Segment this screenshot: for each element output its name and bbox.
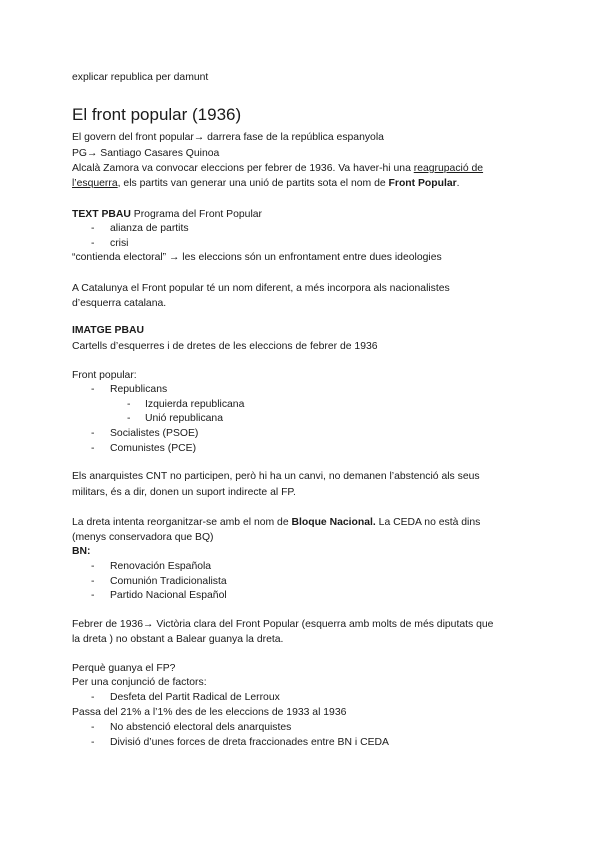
bullet-dash: - xyxy=(127,399,131,410)
bullet-dash: - xyxy=(91,737,95,748)
bullet-dash: - xyxy=(91,692,95,703)
dreta-line-1 xyxy=(72,515,480,530)
list-item: Unió republicana xyxy=(145,413,223,424)
list-item: Republicans xyxy=(110,384,168,395)
bullet-dash: - xyxy=(91,576,95,587)
passa-line: Passa del 21% a l’1% des de les eleccions de 1933 al 1936 xyxy=(72,707,347,718)
list-item: Izquierda republicana xyxy=(145,399,245,410)
bullet-dash: - xyxy=(91,590,95,601)
text-pbau-line xyxy=(72,207,262,222)
note-line: explicar republica per damunt xyxy=(72,72,209,83)
bullet-dash: - xyxy=(91,428,95,439)
bullet-dash: - xyxy=(91,443,95,454)
list-item: Comunistes (PCE) xyxy=(110,443,197,454)
bullet-dash: - xyxy=(91,561,95,572)
govern-line: El govern del front popular→ darrera fase de la república espanyola xyxy=(72,132,384,143)
dreta-line-2: (menys conservadora que BQ) xyxy=(72,532,214,543)
catalunya-line-2: d’esquerra catalana. xyxy=(72,298,167,309)
esquerra-line xyxy=(72,176,460,191)
partits-text: , els partits van generar una unió de partits sota el nom de xyxy=(117,178,389,189)
list-item: Divisió d’unes forces de dreta fraccionades entre BN i CEDA xyxy=(110,737,389,748)
front-popular-bold: Front Popular xyxy=(388,178,457,189)
bullet-dash: - xyxy=(127,413,131,424)
catalunya-line-1: A Catalunya el Front popular té un nom diferent, a més incorpora als nacionalistes xyxy=(72,283,450,294)
contienda-line: “contienda electoral” → les eleccions són un enfrontament entre dues ideologies xyxy=(72,252,442,263)
febrer-line-1: Febrer de 1936→ Victòria clara del Front Popular (esquerra amb molts de més diputats que xyxy=(72,619,494,630)
bloque-nacional-bold: Bloque Nacional. xyxy=(291,517,376,528)
pg-line: PG→ Santiago Casares Quinoa xyxy=(72,148,220,159)
list-item: Socialistes (PSOE) xyxy=(110,428,199,439)
anarquistes-line-1: Els anarquistes CNT no participen, però hi ha un canvi, no demanen l’abstenció als seus xyxy=(72,471,480,482)
ceda-text: La CEDA no està dins xyxy=(375,517,481,528)
list-item: Desfeta del Partit Radical de Lerroux xyxy=(110,692,280,703)
febrer-line-2: la dreta ) no obstant a Balear guanya la dreta. xyxy=(72,634,284,645)
guanya-intro: Per una conjunció de factors: xyxy=(72,677,207,688)
list-item: Renovación Española xyxy=(110,561,212,572)
imatge-desc: Cartells d’esquerres i de dretes de les eleccions de febrer de 1936 xyxy=(72,341,378,352)
text-pbau-label: TEXT PBAU xyxy=(72,209,131,220)
text-pbau-rest: Programa del Front Popular xyxy=(130,209,262,220)
anarquistes-line-2: militars, és a dir, donen un suport indirecte al FP. xyxy=(72,487,296,498)
front-popular-label: Front popular: xyxy=(72,370,137,381)
list-item: Partido Nacional Español xyxy=(110,590,227,601)
dreta-text: La dreta intenta reorganitzar-se amb el nom de xyxy=(72,517,292,528)
imatge-pbau-label: IMATGE PBAU xyxy=(72,325,144,336)
list-item: Comunión Tradicionalista xyxy=(110,576,227,587)
list-item: crisi xyxy=(110,238,129,249)
bullet-dash: - xyxy=(91,384,95,395)
period: . xyxy=(456,178,460,189)
bullet-dash: - xyxy=(91,223,95,234)
reagrupacio-link: reagrupació de xyxy=(413,163,484,174)
guanya-question: Perquè guanya el FP? xyxy=(72,663,176,674)
esquerra-link: l’esquerra xyxy=(72,178,118,189)
page-title: El front popular (1936) xyxy=(72,105,242,124)
bullet-dash: - xyxy=(91,722,95,733)
alcala-line xyxy=(72,161,483,176)
bullet-dash: - xyxy=(91,238,95,249)
bn-label: BN: xyxy=(72,546,91,557)
list-item: No abstenció electoral dels anarquistes xyxy=(110,722,292,733)
alcala-text: Alcalà Zamora va convocar eleccions per febrer de 1936. Va haver-hi una xyxy=(72,163,414,174)
list-item: alianza de partits xyxy=(110,223,189,234)
